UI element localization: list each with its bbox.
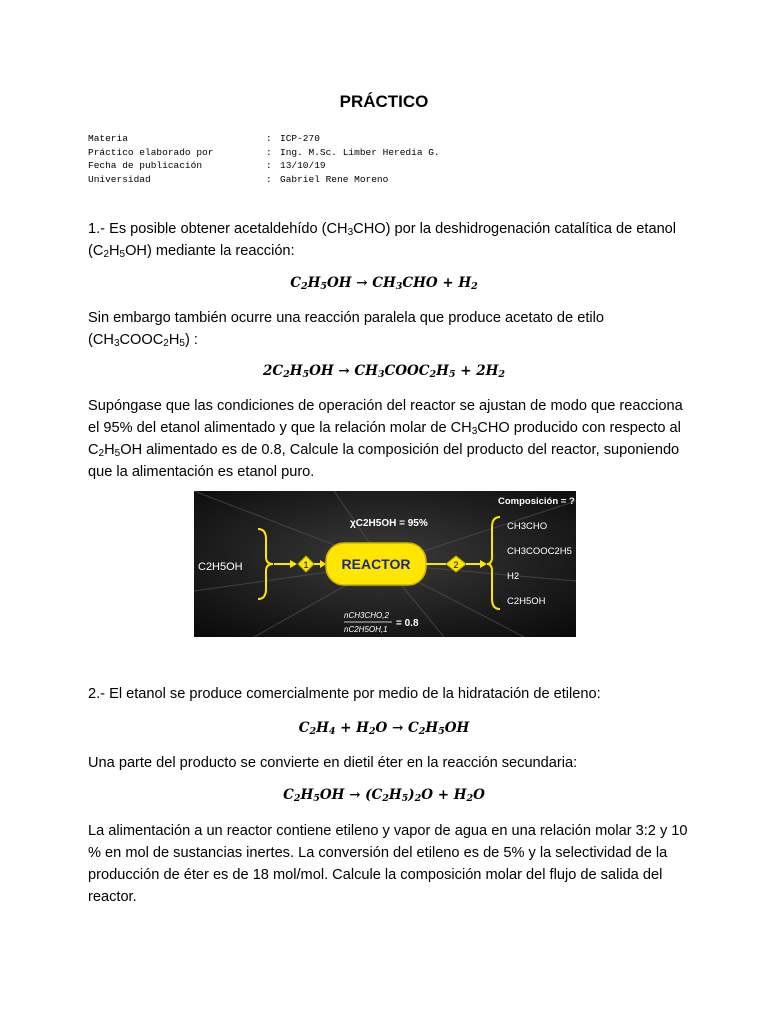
ratio-numerator: nCH3CHO,2 bbox=[344, 611, 389, 620]
problem2-equation2: $C_2H_5OH \to (C_2H_5)_2O + H_2O$ bbox=[283, 787, 485, 804]
meta-key: Universidad bbox=[88, 174, 151, 186]
ratio-denominator: nC2H5OH,1 bbox=[344, 625, 388, 634]
conversion-label: χC2H5OH = 95% bbox=[350, 518, 428, 529]
problem2-intro: 2.- El etanol se produce comercialmente por medio de la hidratación de etileno: bbox=[88, 686, 601, 702]
problem2-secondary-text: Una parte del producto se convierte en dietil éter en la reacción secundaria: bbox=[88, 755, 578, 771]
meta-value: ICP-270 bbox=[280, 133, 320, 144]
reactor-diagram bbox=[194, 491, 576, 637]
page-title: PRÁCTICO bbox=[339, 92, 429, 111]
meta-row bbox=[88, 132, 440, 146]
product-2: CH3COOC2H5 bbox=[507, 546, 572, 557]
node-2-label: 2 bbox=[453, 560, 459, 570]
problem2-equation1: $C_2H_4 + H_2O \to C_2H_5OH$ bbox=[298, 720, 470, 737]
node-1-label: 1 bbox=[303, 560, 309, 570]
meta-value: Ing. M.Sc. Limber Heredia G. bbox=[280, 146, 440, 158]
problem1-statement: Supóngase que las condiciones de operación del reactor se ajustan de modo que reacciona el 95% del etanol alimentado y que la relación molar de $CH_3CHO$ producido con respecto al $C_2H_5OH$ alimentado es de 0.8, Calcule la composición del producto del reactor, suponiendo que la alimentación es etanol puro. bbox=[88, 398, 683, 480]
reactor-label: REACTOR bbox=[341, 556, 411, 572]
meta-value: Gabriel Rene Moreno bbox=[280, 174, 389, 186]
meta-row bbox=[88, 173, 440, 187]
meta-sep: : bbox=[266, 174, 272, 186]
product-1: CH3CHO bbox=[507, 521, 548, 532]
meta-key: Práctico elaborado por bbox=[88, 146, 214, 158]
product-3: H2 bbox=[507, 571, 520, 582]
problem2-statement: La alimentación a un reactor contiene etileno y vapor de agua en una relación molar 3:2 y 10 % en mol de sustancias inertes. La conversión del etileno es de 5% y la selectividad de la producción de éter es de 18 mol/mol. Calcule la composición molar del flujo de salida del reactor. bbox=[88, 823, 688, 905]
metadata-block bbox=[88, 132, 440, 187]
ratio-value: = 0.8 bbox=[396, 618, 419, 629]
problem1-parallel-text: Sin embargo también ocurre una reacción paralela que produce acetato de etilo $(CH_3COOC_2H_5)$ : bbox=[88, 310, 604, 349]
meta-key: Materia bbox=[88, 133, 128, 144]
meta-sep: : bbox=[266, 133, 272, 144]
meta-row bbox=[88, 159, 440, 173]
product-4: C2H5OH bbox=[507, 596, 546, 607]
meta-sep: : bbox=[266, 146, 272, 158]
meta-sep: : bbox=[266, 160, 272, 172]
problem1-equation2: $2C_2H_5OH$ → $CH_3COOC_2H_5 + 2H_2$ bbox=[262, 363, 506, 380]
meta-value: 13/10/19 bbox=[280, 160, 326, 172]
feed-label: C2H5OH bbox=[198, 561, 243, 573]
problem1-equation1: $C_2H_5OH \to CH_3CHO + H_2$ bbox=[290, 275, 478, 292]
problem1-intro: 1.- Es posible obtener acetaldehído $(CH_3CHO)$ por la deshidrogenación catalítica de etanol $(C_2H_5OH)$ mediante la reacción: bbox=[88, 221, 677, 260]
meta-key: Fecha de publicación bbox=[88, 160, 203, 172]
meta-row bbox=[88, 146, 440, 160]
composition-label: Composición = ? bbox=[498, 496, 575, 507]
